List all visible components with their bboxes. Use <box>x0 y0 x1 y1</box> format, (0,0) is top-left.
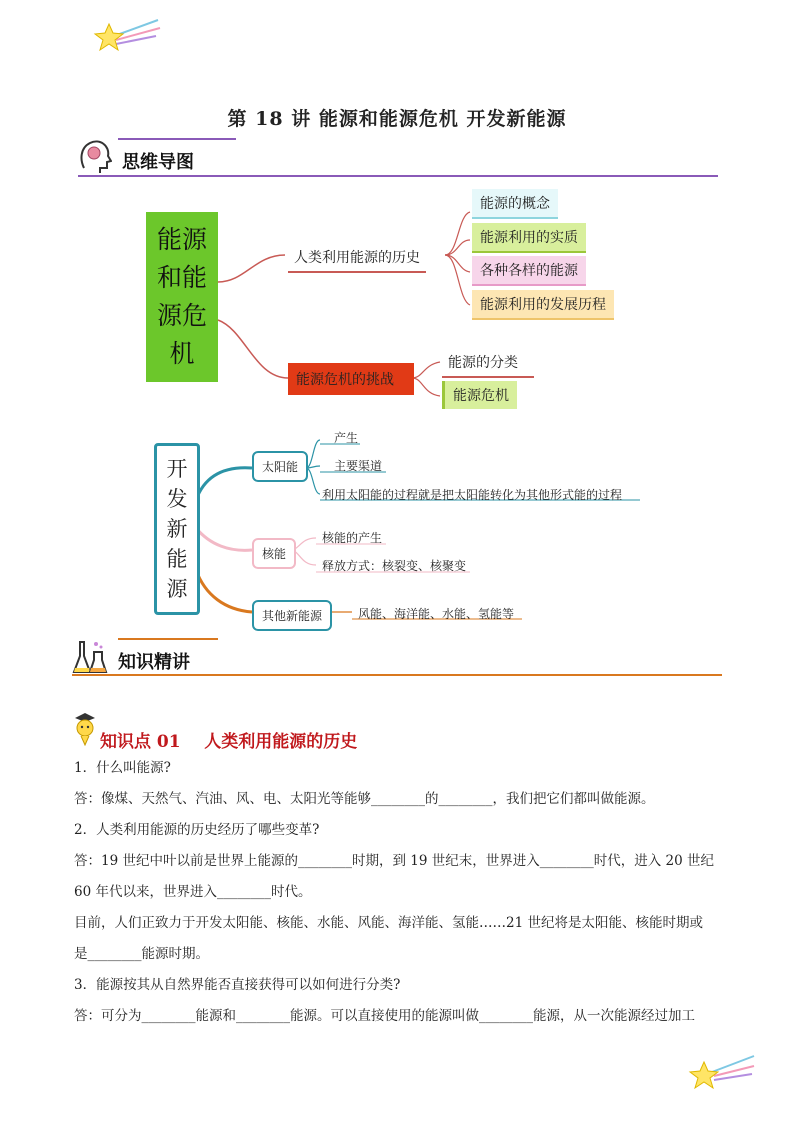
answer-2-line1: 答：19 世纪中叶以前是世界上能源的________时期，到 19 世纪末，世界进入________时代，进入 20 世纪 <box>74 853 714 869</box>
student-mascot-icon <box>74 712 96 746</box>
answer-3: 答：可分为________能源和________能源。可以直接使用的能源叫做________能源，从一次能源经过加工 <box>74 1008 695 1024</box>
mindmap2-leaf-nuclear-release: 释放方式：核裂变、核聚变 <box>322 559 467 573</box>
mindmap2-leaf-solar-channels: 主要渠道 <box>334 459 383 473</box>
knowledge-point-title: 知识点 01 人类利用能源的历史 <box>100 732 358 752</box>
heading-accent-line <box>118 638 218 640</box>
answer-1: 答：像煤、天然气、汽油、风、电、太阳光等能够________的________，我们把它们都叫做能源。 <box>74 791 655 807</box>
mindmap2-root <box>154 443 200 615</box>
mindmap2-branch-nuclear: 核能 <box>252 538 296 569</box>
mindmap1-connectors <box>0 0 794 420</box>
answer-2-line3: 目前，人们正致力于开发太阳能、核能、水能、风能、海洋能、氢能……21 世纪将是太阳能、核能时期或 <box>74 915 703 931</box>
page-title: 第 18 讲 能源和能源危机 开发新能源 <box>227 108 567 130</box>
answer-2-line2: 60 年代以来，世界进入________时代。 <box>74 884 312 900</box>
question-1: 1．什么叫能源? <box>74 760 171 776</box>
mindmap2-branch-solar: 太阳能 <box>252 451 308 482</box>
mindmap1-root-label: 能源和能源危机 <box>156 225 207 368</box>
mindmap2-leaf-solar-process: 利用太阳能的过程就是把太阳能转化为其他形式能的过程 <box>322 488 623 502</box>
star-decoration-icon <box>686 1050 756 1096</box>
mindmap1-branch-history: 人类利用能源的历史 <box>288 243 426 273</box>
section-divider <box>72 674 722 676</box>
knowledge-heading: 知识精讲 <box>118 652 190 673</box>
mindmap2-leaf-other-examples: 风能、海洋能、水能、氢能等 <box>358 607 515 621</box>
mindmap-heading: 思维导图 <box>122 152 194 173</box>
mindmap1-leaf-types: 各种各样的能源 <box>472 256 586 286</box>
flask-icon <box>72 638 108 676</box>
question-3: 3．能源按其从自然界能否直接获得可以如何进行分类? <box>74 977 401 993</box>
mindmap1-leaf-classification: 能源的分类 <box>442 348 534 378</box>
mindmap2-leaf-nuclear-origin: 核能的产生 <box>322 531 383 545</box>
mindmap2-leaf-solar-origin: 产生 <box>334 431 359 445</box>
question-2: 2．人类利用能源的历史经历了哪些变革? <box>74 822 320 838</box>
mindmap2-branch-other: 其他新能源 <box>252 600 332 631</box>
mindmap1-leaf-development: 能源利用的发展历程 <box>472 290 614 320</box>
mindmap1-leaf-crisis: 能源危机 <box>442 381 517 409</box>
mindmap1-leaf-essence: 能源利用的实质 <box>472 223 586 253</box>
mindmap2-root-label: 开发新能源 <box>166 457 188 601</box>
mindmap1-leaf-concept: 能源的概念 <box>472 189 558 219</box>
answer-2-line4: 是________能源时期。 <box>74 946 209 962</box>
mindmap1-branch-crisis: 能源危机的挑战 <box>288 363 414 395</box>
knowledge-section-header <box>72 634 722 680</box>
mindmap1-root <box>146 212 218 382</box>
